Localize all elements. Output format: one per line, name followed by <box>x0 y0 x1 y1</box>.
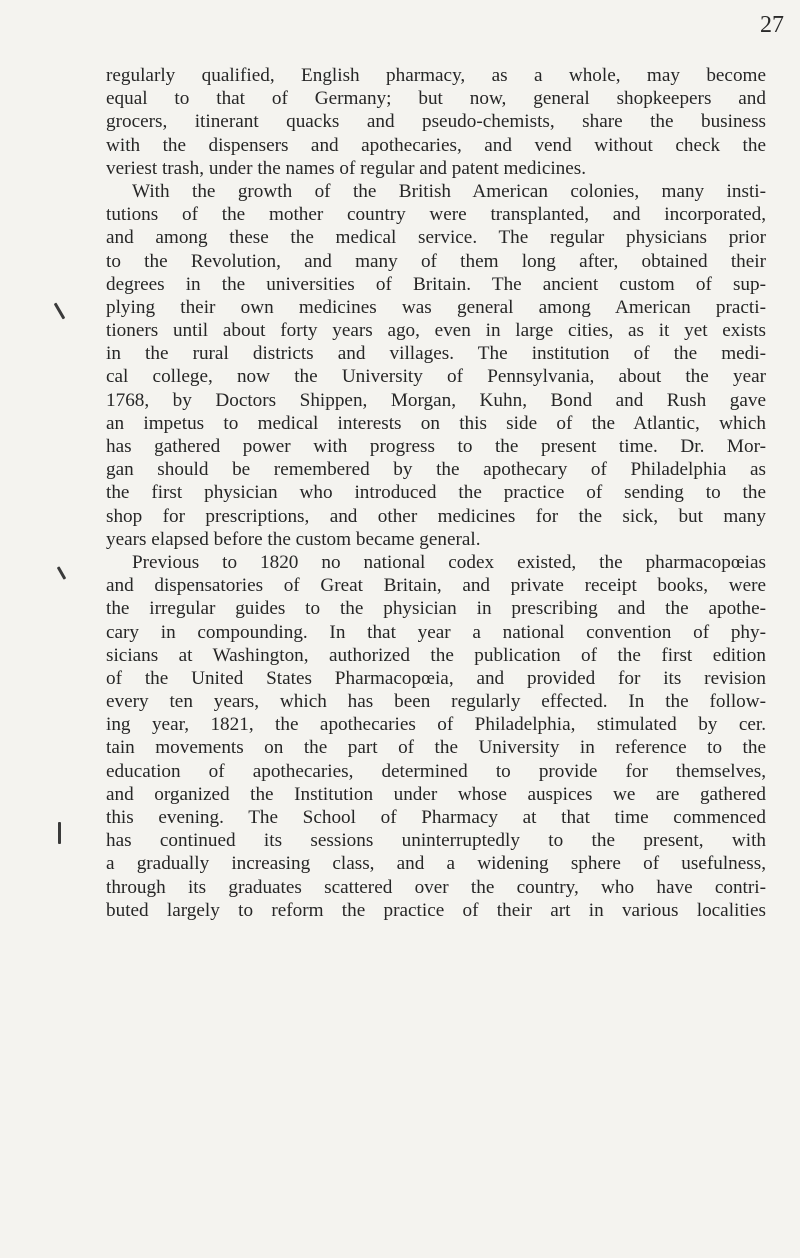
text-line: With the growth of the British American colonies, many insti- <box>132 180 766 202</box>
text-line: with the dispensers and apothecaries, and vend without check the <box>106 134 766 156</box>
text-line: equal to that of Germany; but now, general shopkeepers and <box>106 88 766 110</box>
text-line: tutions of the mother country were transplanted, and incorporated, <box>106 204 766 226</box>
text-line: plying their own medicines was general among American practi- <box>106 296 766 318</box>
text-line: a gradually increasing class, and a widening sphere of usefulness, <box>106 853 766 875</box>
text-line: an impetus to medical interests on this side of the Atlantic, which <box>106 412 766 434</box>
text-line: buted largely to reform the practice of their art in various localities <box>106 899 766 921</box>
margin-mark <box>58 822 61 844</box>
text-line: has continued its sessions uninterruptedly to the present, with <box>106 830 766 852</box>
text-line: tain movements on the part of the University in reference to the <box>106 737 766 759</box>
margin-mark <box>54 302 66 319</box>
text-line: years elapsed before the custom became general. <box>106 528 481 550</box>
text-line: tioners until about forty years ago, even in large cities, as it yet exists <box>106 320 766 342</box>
text-line: 1768, by Doctors Shippen, Morgan, Kuhn, Bond and Rush gave <box>106 389 766 411</box>
text-line: cal college, now the University of Pennsylvania, about the year <box>106 366 766 388</box>
text-line: this evening. The School of Pharmacy at that time commenced <box>106 807 766 828</box>
text-line: veriest trash, under the names of regular and patent medicines. <box>106 157 587 179</box>
text-line: cary in compounding. In that year a national convention of phy- <box>106 621 766 643</box>
text-line: of the United States Pharmacopœia, and provided for its revision <box>106 667 766 689</box>
text-line: the first physician who introduced the practice of sending to the <box>106 482 766 504</box>
text-line: through its graduates scattered over the country, who have contri- <box>106 876 766 898</box>
text-line: gan should be remembered by the apothecary of Philadelphia as <box>106 459 766 481</box>
text-line: ing year, 1821, the apothecaries of Philadelphia, stimulated by cer. <box>106 714 766 736</box>
text-line: and dispensatories of Great Britain, and private receipt books, were <box>106 575 766 597</box>
text-line: regularly qualified, English pharmacy, as a whole, may become <box>106 65 766 86</box>
text-line: the irregular guides to the physician in prescribing and the apothe- <box>106 598 766 620</box>
text-line: every ten years, which has been regularly effected. In the follow- <box>106 691 766 713</box>
text-line: Previous to 1820 no national codex existed, the pharmacopœias <box>132 551 766 573</box>
text-line: sicians at Washington, authorized the publication of the first edition <box>106 644 766 666</box>
page-number: 27 <box>760 12 784 38</box>
text-line: grocers, itinerant quacks and pseudo-chemists, share the business <box>106 111 766 133</box>
text-line: and organized the Institution under whose auspices we are gathered <box>106 783 766 805</box>
text-line: degrees in the universities of Britain. The ancient custom of sup- <box>106 273 766 295</box>
text-line: has gathered power with progress to the present time. Dr. Mor- <box>106 436 766 457</box>
margin-mark <box>57 566 67 580</box>
text-line: to the Revolution, and many of them long after, obtained their <box>106 250 766 272</box>
text-line: shop for prescriptions, and other medicines for the sick, but many <box>106 505 766 527</box>
body-text <box>106 64 766 922</box>
text-line: and among these the medical service. The regular physicians prior <box>106 227 766 249</box>
text-line: education of apothecaries, determined to provide for themselves, <box>106 760 766 782</box>
text-line: in the rural districts and villages. The institution of the medi- <box>106 343 766 365</box>
